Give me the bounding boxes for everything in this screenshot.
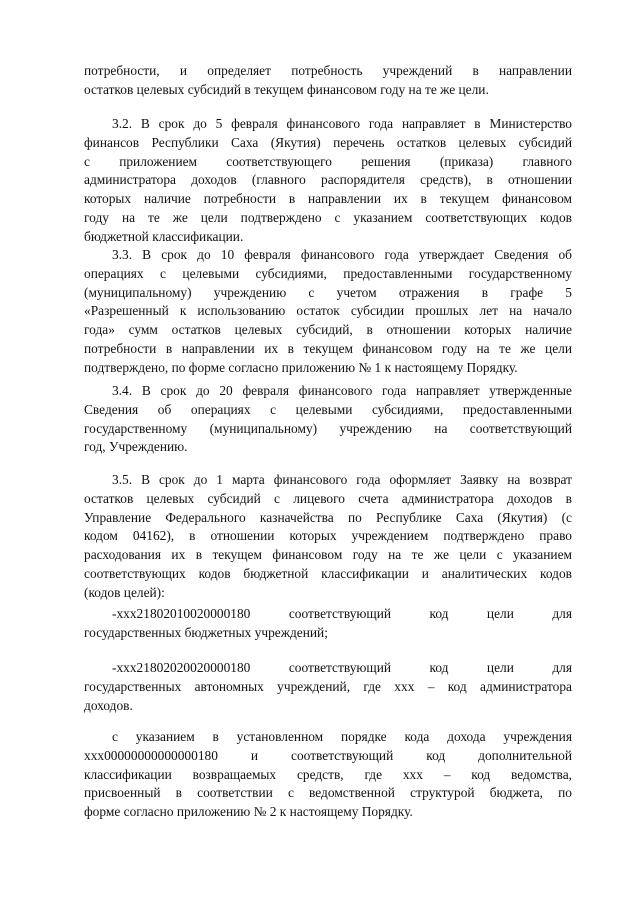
text-line: Управление Федерального казначейства по Республике Саха (Якутия) (с xyxy=(84,509,572,525)
text-line: потребности, и определяет потребность учреждений в направлении xyxy=(84,63,572,78)
text-line: государственных автономных учреждений, где xxx – код администратора xyxy=(84,678,572,694)
text-line: (муниципальному) учреждению с учетом отражения в графе 5 xyxy=(84,284,572,300)
text-line: форме согласно приложению № 2 к настоящему Порядку. xyxy=(84,804,413,820)
text-line: подтверждено, по форме согласно приложению № 1 к настоящему Порядку. xyxy=(84,359,518,375)
text-line: которых наличие потребности в направлении их в текущем финансовом xyxy=(84,191,572,207)
text-line: 3.4. В срок до 20 февраля финансового года направляет утвержденные xyxy=(112,383,572,398)
paragraph-3-4 xyxy=(84,382,572,457)
paragraph-3-3 xyxy=(84,246,572,378)
list-item-budget xyxy=(84,605,572,643)
text-line: остатков целевых субсидий с лицевого счета администратора доходов в xyxy=(84,490,572,506)
text-line: с указанием в установленном порядке кода дохода учреждения xyxy=(112,729,572,744)
text-line: государственных бюджетных учреждений; xyxy=(84,624,328,640)
text-line: «Разрешенный к использованию остаток субсидии прошлых лет на начало xyxy=(84,303,572,319)
list-item-autonomous xyxy=(84,659,572,715)
code-text: xxx21802010020000180 соответствующий код цели для xyxy=(116,606,572,621)
text-line: кодом 04162), в отношении которых учреждением подтверждено право xyxy=(84,528,572,544)
text-line: года» сумм остатков целевых субсидий, в отношении которых наличие xyxy=(84,322,572,338)
text-line: расходования их в текущем финансовом году на те же цели с указанием xyxy=(84,547,572,563)
text-line: присвоенный в соответствии с ведомственной структурой бюджета, по xyxy=(84,785,572,801)
text-line xyxy=(84,659,572,678)
text-line: бюджетной классификации. xyxy=(84,228,244,244)
text-line: соответствующих кодов бюджетной классификации и аналитических кодов xyxy=(84,565,572,581)
text-line: остатков целевых субсидий в текущем финансовом году на те же цели. xyxy=(84,81,489,97)
text-line: государственному (муниципальному) учреждению на соответствующий xyxy=(84,420,572,436)
text-line: 3.5. В срок до 1 марта финансового года оформляет Заявку на возврат xyxy=(112,472,572,487)
text-line: администратора доходов (главного распорядителя средств), в отношении xyxy=(84,172,572,188)
dash-bullet: - xyxy=(112,660,117,675)
text-line: классификации возвращаемых средств, где xxx – код ведомства, xyxy=(84,766,572,782)
code-text: xxx21802020020000180 соответствующий код цели для xyxy=(116,660,572,675)
text-line: с приложением соответствующего решения (приказа) главного xyxy=(84,153,572,169)
paragraph-continuation xyxy=(84,62,572,100)
paragraph-income-code xyxy=(84,728,572,822)
text-line: Сведения об операциях с целевыми субсидиями, предоставленными xyxy=(84,401,572,417)
text-line: (кодов целей): xyxy=(84,584,165,600)
text-line: xxx00000000000000180 и соответствующий код дополнительной xyxy=(84,747,572,763)
text-line: доходов. xyxy=(84,697,133,713)
text-line: потребности в направлении их в текущем финансовом году на те же цели xyxy=(84,340,572,356)
text-line: операциях с целевыми субсидиями, предоставленными государственному xyxy=(84,265,572,281)
text-line: год, Учреждению. xyxy=(84,439,188,455)
text-line: 3.2. В срок до 5 февраля финансового года направляет в Министерство xyxy=(112,116,572,131)
paragraph-3-2 xyxy=(84,115,572,247)
dash-bullet: - xyxy=(112,606,117,621)
text-line: 3.3. В срок до 10 февраля финансового года утверждает Сведения об xyxy=(112,247,572,262)
text-line: году на те же цели подтверждено с указанием соответствующих кодов xyxy=(84,209,572,225)
paragraph-3-5 xyxy=(84,471,572,603)
text-line: финансов Республики Саха (Якутия) перечень остатков целевых субсидий xyxy=(84,134,572,150)
text-line xyxy=(84,605,572,624)
